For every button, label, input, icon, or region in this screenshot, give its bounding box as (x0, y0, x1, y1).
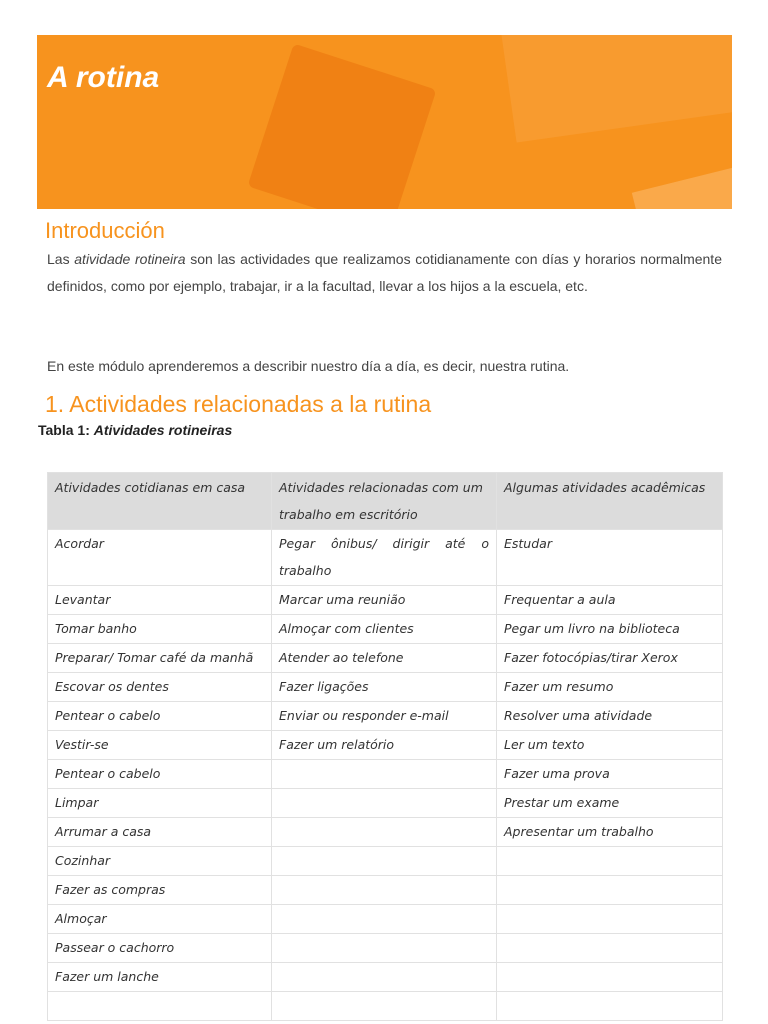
table-cell (272, 905, 497, 934)
table-cell: Pegar ônibus/ dirigir até o trabalho (272, 530, 497, 586)
table-cell: Marcar uma reunião (272, 586, 497, 615)
table-cell (272, 847, 497, 876)
table-cell (48, 992, 272, 1021)
module-paragraph: En este módulo aprenderemos a describir nuestro día a día, es decir, nuestra rutina. (47, 358, 570, 374)
table-cell: Fazer as compras (48, 876, 272, 905)
intro-heading: Introducción (45, 218, 165, 243)
table-cell (272, 818, 497, 847)
table-cell (272, 963, 497, 992)
table-cell: Prestar um exame (497, 789, 723, 818)
table-cell (497, 876, 723, 905)
table-cell: Frequentar a aula (497, 586, 723, 615)
table-row (48, 934, 723, 963)
table-row (48, 992, 723, 1021)
table-cell: Fazer um resumo (497, 673, 723, 702)
table-row (48, 530, 723, 586)
table-row (48, 963, 723, 992)
caption-title: Atividades rotineiras (93, 422, 233, 438)
banner-decoration (247, 43, 436, 209)
table-row (48, 673, 723, 702)
banner-decoration (632, 159, 732, 209)
table-cell: Pegar um livro na biblioteca (497, 615, 723, 644)
table-cell: Pentear o cabelo (48, 760, 272, 789)
caption-label: Tabla 1: (38, 422, 94, 438)
intro-text: Las (47, 251, 75, 267)
table-cell: Fazer um lanche (48, 963, 272, 992)
table-row (48, 789, 723, 818)
table-cell (497, 905, 723, 934)
table-cell (272, 760, 497, 789)
table-row (48, 702, 723, 731)
table-cell: Ler um texto (497, 731, 723, 760)
table-cell (272, 992, 497, 1021)
table-cell (497, 963, 723, 992)
table-cell: Fazer ligações (272, 673, 497, 702)
table-row (48, 905, 723, 934)
table-caption (38, 422, 232, 438)
table-row (48, 847, 723, 876)
table-row (48, 876, 723, 905)
table-row (48, 644, 723, 673)
column-header: Atividades relacionadas com um trabalho em escritório (272, 473, 497, 530)
table-cell (272, 934, 497, 963)
table-cell: Preparar/ Tomar café da manhã (48, 644, 272, 673)
intro-paragraph (47, 246, 722, 300)
table-cell (272, 789, 497, 818)
table-cell: Cozinhar (48, 847, 272, 876)
table-cell: Fazer um relatório (272, 731, 497, 760)
intro-text: son las actividades que realizamos cotidianamente con días y horarios normalmente definidos, como por ejemplo, trabajar, ir a la facultad, llevar a los hijos a la escuela, etc. (47, 251, 722, 294)
table-cell: Atender ao telefone (272, 644, 497, 673)
table-cell: Pentear o cabelo (48, 702, 272, 731)
table-row (48, 731, 723, 760)
header-banner (37, 35, 732, 209)
table-cell (497, 847, 723, 876)
column-header: Atividades cotidianas em casa (48, 473, 272, 530)
table-cell (497, 992, 723, 1021)
table-header-row (48, 473, 723, 530)
table-cell (497, 934, 723, 963)
table-row (48, 818, 723, 847)
table-cell: Estudar (497, 530, 723, 586)
table-cell: Escovar os dentes (48, 673, 272, 702)
banner-decoration (500, 35, 732, 143)
section-heading: 1. Actividades relacionadas a la rutina (45, 391, 432, 417)
table-cell: Fazer fotocópias/tirar Xerox (497, 644, 723, 673)
table-cell: Resolver uma atividade (497, 702, 723, 731)
page-title: A rotina (47, 61, 160, 94)
column-header: Algumas atividades acadêmicas (497, 473, 723, 530)
table-cell: Enviar ou responder e-mail (272, 702, 497, 731)
table-cell: Almoçar (48, 905, 272, 934)
table-cell: Tomar banho (48, 615, 272, 644)
table-row (48, 586, 723, 615)
table-cell: Passear o cachorro (48, 934, 272, 963)
table-row (48, 760, 723, 789)
table-cell: Apresentar um trabalho (497, 818, 723, 847)
activities-table (47, 472, 723, 1021)
table-cell: Acordar (48, 530, 272, 586)
table-cell: Fazer uma prova (497, 760, 723, 789)
table-cell: Arrumar a casa (48, 818, 272, 847)
table-cell: Limpar (48, 789, 272, 818)
table-cell: Vestir-se (48, 731, 272, 760)
table-cell (272, 876, 497, 905)
intro-term: atividade rotineira (74, 251, 186, 267)
table-row (48, 615, 723, 644)
table-cell: Levantar (48, 586, 272, 615)
table-cell: Almoçar com clientes (272, 615, 497, 644)
